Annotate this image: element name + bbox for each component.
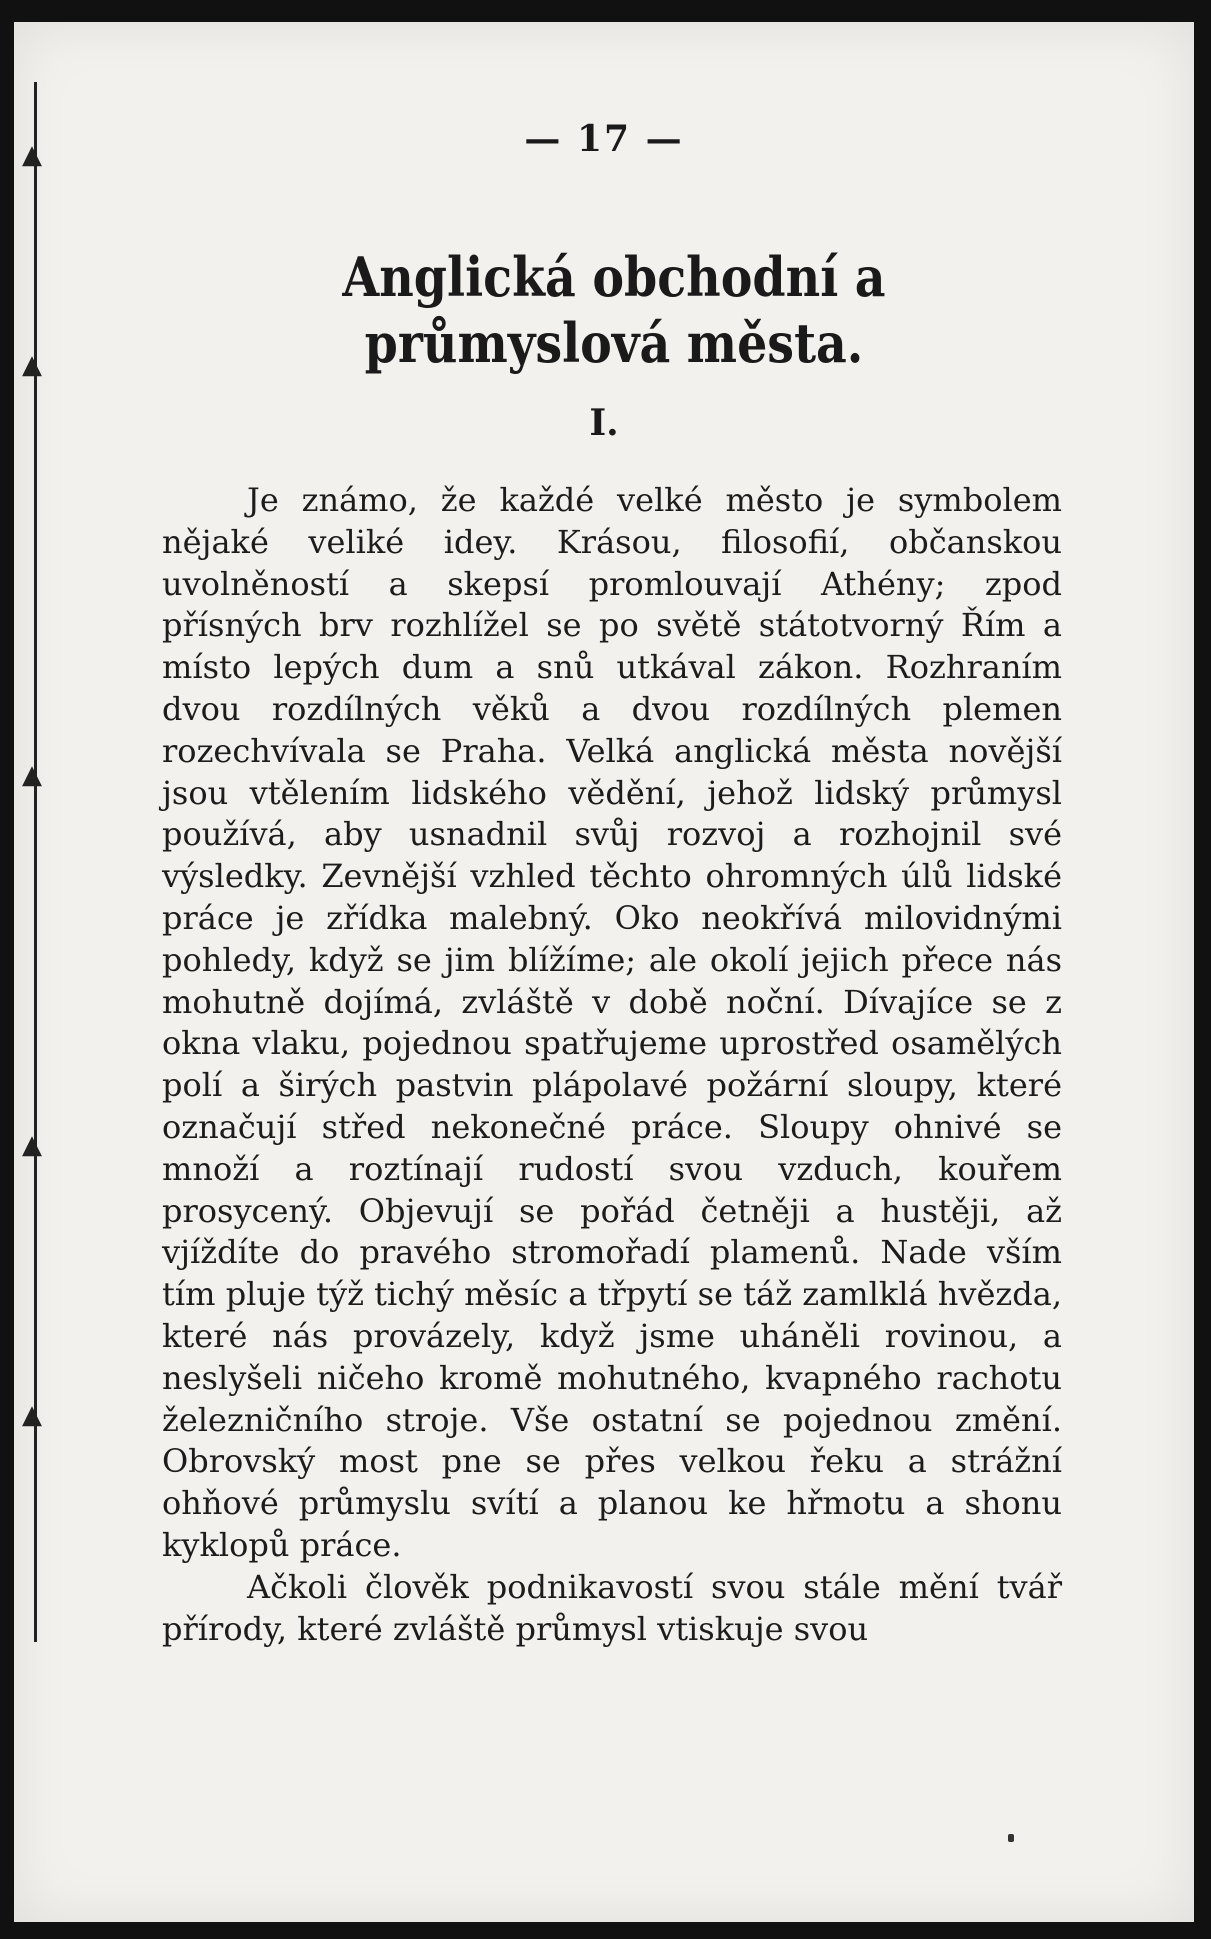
binding-mark: ▲ <box>22 1130 42 1160</box>
ink-speck <box>1008 1834 1014 1842</box>
body-text <box>162 480 1062 1650</box>
chapter-title: Anglická obchodní a průmyslová města. <box>342 245 886 375</box>
paragraph: Ačkoli člověk podnikavostí svou stále mění tvář přírody, které zvláště průmysl vtiskuje svou <box>162 1567 1062 1648</box>
paragraph: Je známo, že každé velké město je symbolem nějaké veliké idey. Krásou, filosofií, občanskou uvolněností a skepsí promlouvají Athény; zpod přísných brv rozhlížel se po světě státotvorný Řím a místo lepých dum a snů utkával zákon. Rozhraním dvou rozdílných věků a dvou rozdílných plemen rozechvívala se Praha. Velká anglická města novější jsou vtělením lidského vědění, jehož lidský průmysl používá, aby usnadnil svůj rozvoj a rozhojnil své výsledky. Zevnější vzhled těchto ohromných úlů lidské práce je zřídka malebný. Oko neokřívá milovidnými pohledy, když se jim blížíme; ale okolí jejich přece nás mohutně dojímá, zvláště v době noční. Dívajíce se z okna vlaku, pojednou spatřujeme uprostřed osamělých polí a širých pastvin plápolavé požární sloupy, které označují střed nekonečné práce. Sloupy ohnivé se množí a roztínají rudostí svou vzduch, kouřem prosycený. Objevují se pořád četněji a hustěji, až vjíždíte do pravého stromořadí plamenů. Nade vším tím pluje týž tichý měsíc a třpytí se táž zamlklá hvězda, které nás provázely, když jsme uháněli rovinou, a neslyšeli ničeho kromě mohutného, kvapného rachotu železničního stroje. Vše ostatní se pojednou změní. Obrovský most pne se přes velkou řeku a strážní ohňové průmyslu svítí a planou ke hřmotu a shonu kyklopů práce. <box>162 481 1062 1564</box>
binding-mark: ▲ <box>22 760 42 790</box>
page-number: — 17 — <box>524 118 684 160</box>
section-numeral: I. <box>589 402 619 444</box>
binding-mark: ▲ <box>22 140 42 170</box>
binding-mark: ▲ <box>22 1400 42 1430</box>
book-page <box>14 22 1194 1922</box>
binding-mark: ▲ <box>22 350 42 380</box>
